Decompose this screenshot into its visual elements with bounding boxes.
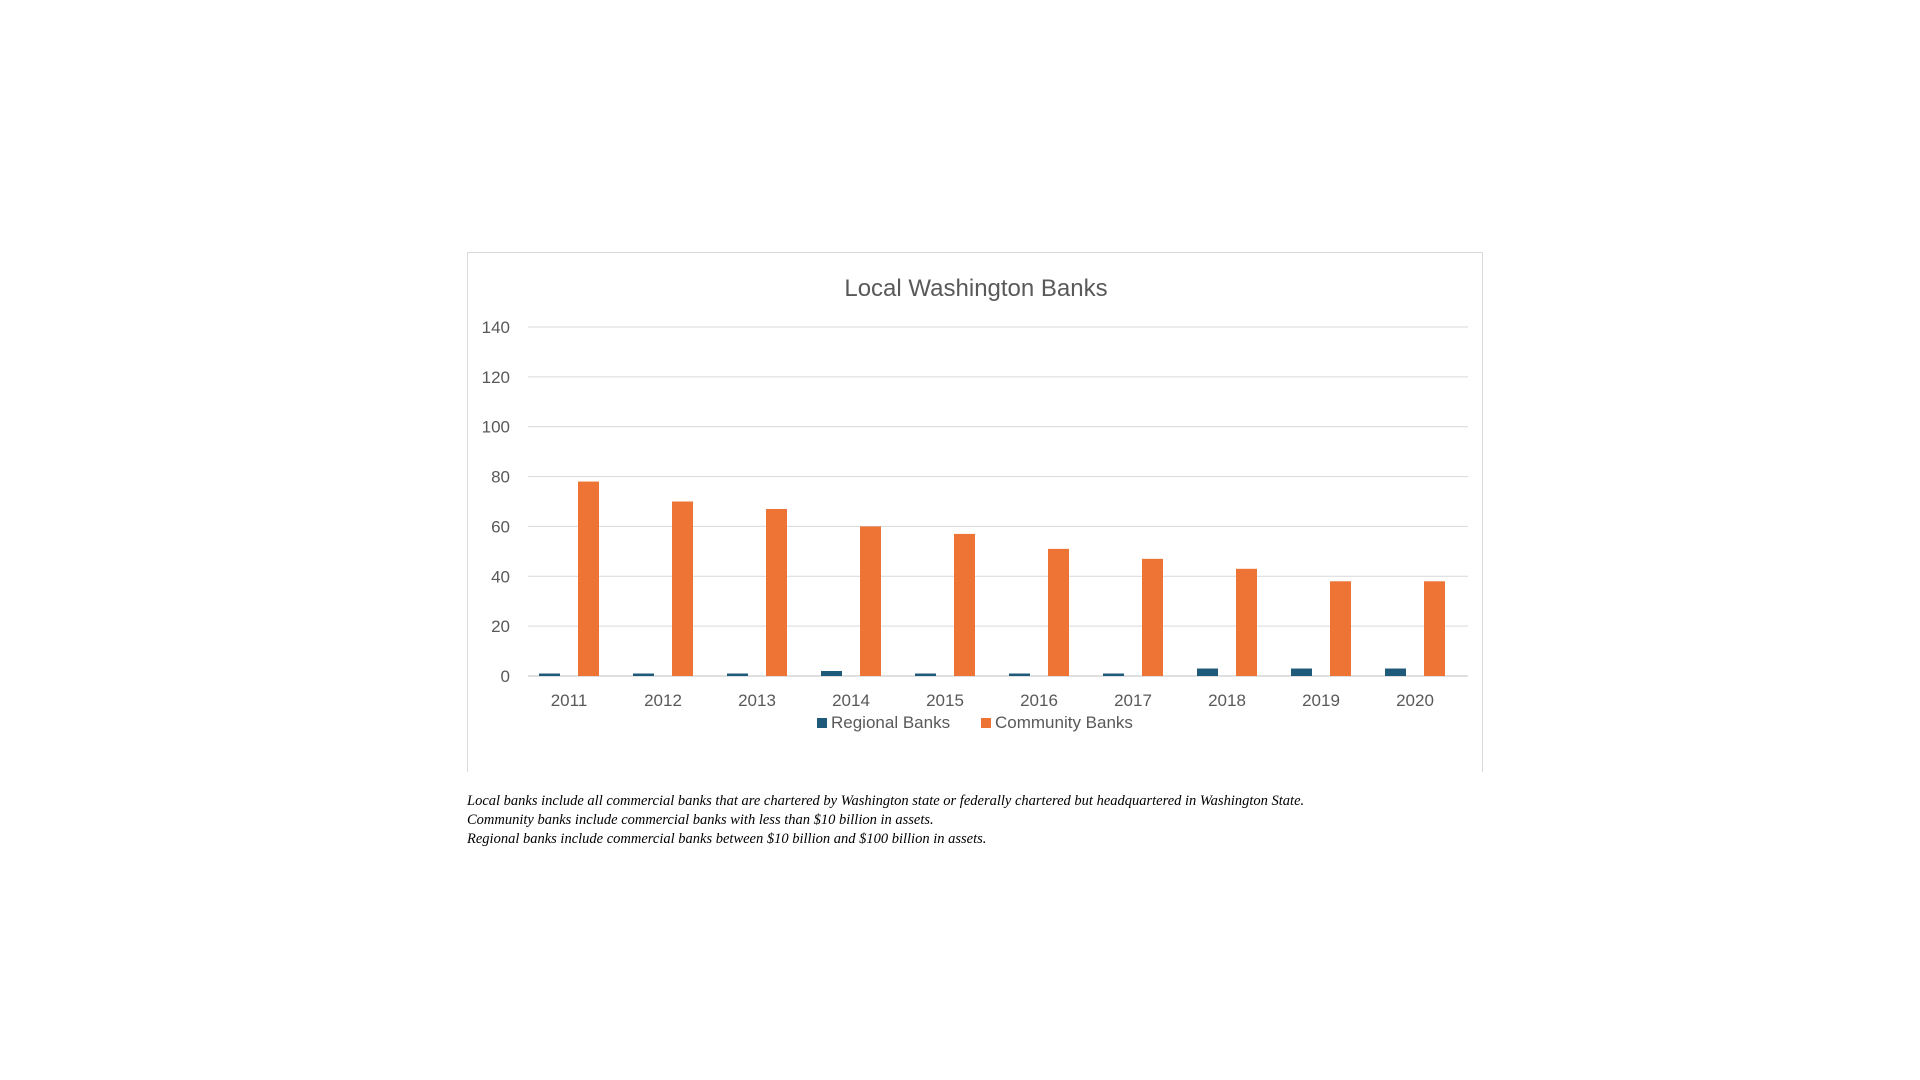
legend (817, 713, 1133, 732)
y-axis-ticks (482, 318, 510, 686)
bar-community-2014 (860, 526, 881, 676)
footnote-regional-banks: Regional banks include commercial banks between $10 billion and $100 billion in assets. (467, 831, 987, 847)
x-tick-label: 2016 (1020, 691, 1058, 710)
bar-community-2016 (1048, 549, 1069, 676)
legend-swatch-regional (817, 718, 827, 728)
gridlines (528, 327, 1468, 676)
bar-community-2015 (954, 534, 975, 676)
x-tick-label: 2014 (832, 691, 870, 710)
bar-community-2018 (1236, 569, 1257, 676)
legend-swatch-community (981, 718, 991, 728)
y-tick-label: 0 (500, 667, 510, 686)
y-tick-label: 60 (491, 517, 510, 537)
chart-container (467, 252, 1483, 772)
x-tick-label: 2020 (1396, 691, 1434, 710)
x-tick-label: 2012 (644, 691, 682, 710)
x-tick-label: 2015 (926, 691, 964, 710)
chart-title: Local Washington Banks (844, 275, 1108, 302)
bar-regional-2017 (1103, 674, 1124, 676)
y-tick-label: 40 (491, 567, 510, 587)
y-tick-label: 20 (491, 617, 510, 637)
bar-regional-2012 (633, 674, 654, 676)
bar-regional-2016 (1009, 674, 1030, 676)
footnotes (467, 792, 1567, 849)
bar-regional-2011 (539, 674, 560, 676)
bar-regional-2015 (915, 674, 936, 676)
legend-label-regional: Regional Banks (831, 713, 951, 732)
bar-community-2011 (578, 482, 599, 676)
footnote-local-banks: Local banks include all commercial banks that are chartered by Washington state or federally chartered but headquartered in Washington State. (467, 793, 1305, 809)
x-tick-label: 2011 (550, 691, 588, 710)
x-tick-label: 2019 (1302, 691, 1340, 710)
legend-label-community: Community Banks (995, 713, 1133, 732)
bar-community-2019 (1330, 581, 1351, 676)
y-tick-label: 140 (481, 318, 510, 337)
x-tick-label: 2017 (1114, 691, 1152, 710)
y-tick-label: 120 (481, 367, 510, 387)
x-tick-label: 2018 (1208, 691, 1246, 710)
x-tick-label: 2013 (738, 691, 776, 710)
y-tick-label: 80 (491, 467, 510, 487)
bar-regional-2014 (821, 671, 842, 676)
bar-community-2013 (766, 509, 787, 676)
bar-community-2012 (672, 502, 693, 677)
x-axis-ticks (551, 691, 1434, 710)
bar-community-2017 (1142, 559, 1163, 676)
bar-regional-2013 (727, 674, 748, 676)
bar-chart (468, 253, 1484, 773)
footnote-community-banks: Community banks include commercial banks with less than $10 billion in assets. (467, 812, 934, 828)
bar-community-2020 (1424, 581, 1445, 676)
bar-regional-2020 (1385, 669, 1406, 676)
bar-regional-2019 (1291, 669, 1312, 676)
bars (539, 482, 1445, 676)
bar-regional-2018 (1197, 669, 1218, 676)
y-tick-label: 100 (481, 417, 510, 437)
